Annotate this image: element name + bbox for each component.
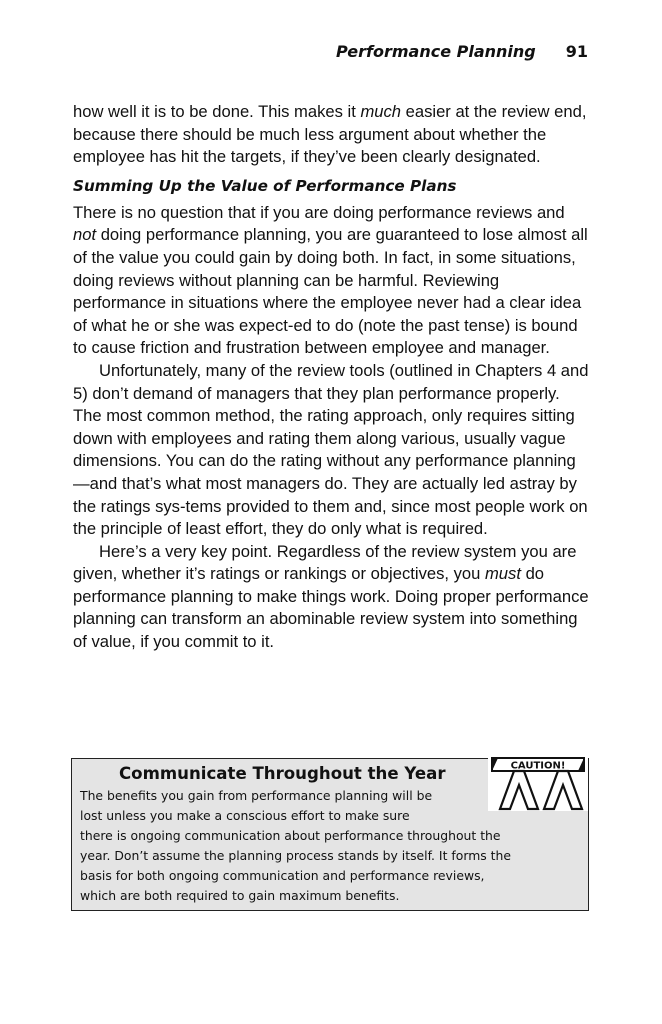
page-number: 91 xyxy=(565,42,588,61)
caution-line: basis for both ongoing communication and performance reviews, xyxy=(80,868,485,883)
emphasis-not: not xyxy=(73,225,97,245)
body-text xyxy=(73,101,590,654)
running-title: Performance Planning xyxy=(335,42,536,61)
caution-line: there is ongoing communication about performance throughout the xyxy=(80,828,501,843)
emphasis-much: much xyxy=(360,102,402,121)
emphasis-must: must xyxy=(484,564,521,584)
caution-sign-label: CAUTION! xyxy=(510,760,566,772)
section-heading: Summing Up the Value of Performance Plans xyxy=(73,176,457,195)
caution-line: year. Don’t assume the planning process stands by itself. It forms the xyxy=(80,848,511,863)
caution-line: lost unless you make a conscious effort to make sure xyxy=(80,808,410,823)
caution-title: Communicate Throughout the Year xyxy=(119,764,446,783)
paragraph-3: Unfortunately, many of the review tools (outlined in Chapters 4 and 5) don’t demand of managers that they plan performance properly. The most common method, the rating approach, only requires sitting down with employees and rating them along various, usually vague dimensions. You can do the rating without any performance planning—and that’s what most managers do. They are actually led astray by the ratings sys-tems provided to them and, since most people work on the principle of least effort, they do only what is required. xyxy=(73,360,589,539)
running-header xyxy=(336,42,588,61)
paragraph-4: Here’s a very key point. Regardless of the review system you are given, whether it’s ratings or rankings or objectives, you must do performance planning to make things work. Doing proper performance planning can transform an abominable review system into something of value, if you commit to it. xyxy=(73,541,589,652)
caution-line: which are both required to gain maximum benefits. xyxy=(80,888,400,903)
caution-box xyxy=(71,758,589,911)
caution-text xyxy=(80,786,575,906)
paragraph-1: how well it is to be done. This makes it much easier at the review end, because there should be much less argument about whether the employee has hit the targets, if they’ve been clearly designated. xyxy=(73,102,587,167)
caution-line: The benefits you gain from performance planning will be xyxy=(80,788,433,803)
paragraph-2: There is no question that if you are doing performance reviews and not doing performance planning, you are guaranteed to lose almost all of the value you could gain by doing both. In fact, in some situations, doing reviews without planning can be harmful. Reviewing performance in situations where the employee never had a clear idea of what he or she was expect-ed to do (note the past tense) is bound to cause friction and frustration between employee and manager. xyxy=(73,202,588,358)
